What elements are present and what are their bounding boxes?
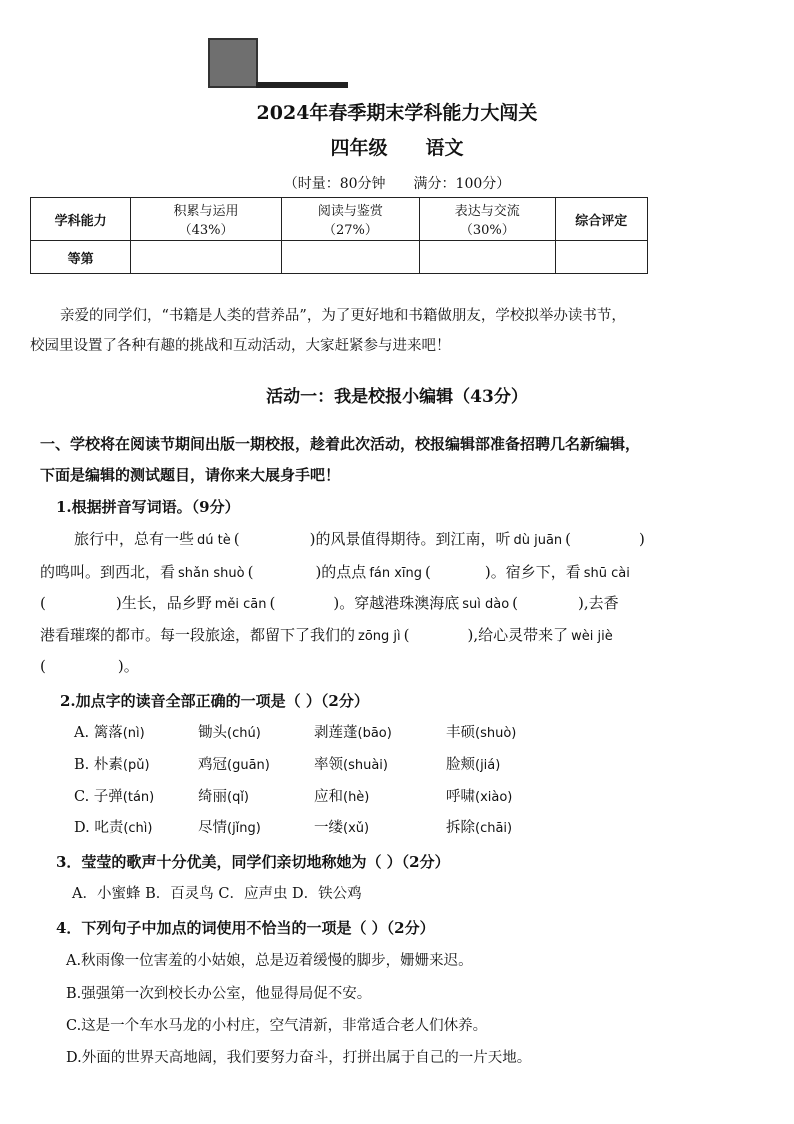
table-header-cell: 学科能力 (31, 198, 131, 241)
grade-subject (0, 133, 794, 160)
section-intro-line-1: 一、学校将在阅读节期间出版一期校报，趁着此次活动，校报编辑部准备招聘几名新编辑， (40, 435, 641, 453)
table-cell (281, 241, 419, 274)
question-4-option-b: B.强强第一次到校长办公室，他显得局促不安。 (66, 986, 372, 1002)
scan-bar (256, 82, 348, 88)
table-header-cell: 阅读与鉴赏 （27%） (281, 198, 419, 241)
exam-info (0, 173, 794, 193)
question-4-option-a: A.秋雨像一位害羞的小姑娘，总是迈着缓慢的脚步，姗姗来迟。 (66, 953, 473, 969)
exam-title: 2024年春季期末学科能力大闯关 (256, 102, 538, 124)
question-4-option-c: C.这是一个车水马龙的小村庄，空气清新，非常适合老人们休养。 (66, 1018, 488, 1034)
pronunciation-option: 尽情(jǐng) (198, 820, 261, 836)
section-intro-line-2: 下面是编辑的测试题目，请你来大展身手吧！ (40, 466, 341, 484)
pronunciation-option: A. 篱落(nì) (74, 725, 145, 741)
pronunciation-option: 拆除(chāi) (446, 820, 513, 836)
question-1-line-3: ( )生长，品乡野 měi cān ( )。穿越港珠澳海底 suì dào ( ),去香 (40, 594, 619, 612)
table-cell (420, 241, 555, 274)
table-row (31, 241, 648, 274)
question-3-options: A．小蜜蜂 B．百灵鸟 C．应声虫 D．铁公鸡 (72, 886, 362, 902)
pronunciation-option: 率领(shuài) (314, 757, 388, 773)
intro-line-2: 校园里设置了各种有趣的挑战和互动活动，大家赶紧参与进来吧！ (30, 338, 451, 354)
pronunciation-option: 鸡冠(guān) (198, 757, 270, 773)
question-4-option-d: D.外面的世界天高地阔，我们要努力奋斗，打拼出属于自己的一片天地。 (66, 1050, 532, 1066)
question-1-line-5: ( )。 (40, 657, 139, 675)
pinyin: shǎn shuò (178, 566, 245, 581)
pronunciation-option: 锄头(chú) (198, 725, 261, 741)
table-cell: 等第 (31, 241, 131, 274)
activity-title: 活动一：我是校报小编辑（43分） (266, 387, 528, 407)
pronunciation-option: 丰硕(shuò) (446, 725, 517, 741)
pinyin: zōng jì (358, 629, 401, 644)
table-header-cell: 综合评定 (555, 198, 647, 241)
pronunciation-option: 应和(hè) (314, 789, 370, 805)
pronunciation-option: B. 朴素(pǔ) (74, 757, 150, 773)
table-cell (555, 241, 647, 274)
pronunciation-option: 一缕(xǔ) (314, 820, 370, 836)
question-1-line-4: 港看璀璨的都市。每一段旅途，都留下了我们的 zōng jì ( ),给心灵带来了 wèi jiè (40, 626, 613, 644)
subject: 语文 (425, 137, 464, 159)
pinyin: měi cān (214, 597, 267, 612)
pronunciation-option: 绮丽(qǐ) (198, 789, 250, 805)
pronunciation-option: 脸颊(jiá) (446, 757, 501, 773)
table-row (31, 198, 648, 241)
pinyin: suì dào (462, 597, 510, 612)
pronunciation-option: C. 子弹(tán) (74, 789, 155, 805)
pinyin: fán xīng (369, 566, 423, 581)
pinyin: shū cài (583, 566, 630, 581)
question-4-title: 4．下列句子中加点的词使用不恰当的一项是（ ）（2分） (56, 919, 435, 937)
grade: 四年级 (330, 137, 388, 159)
question-3-title: 3．莹莹的歌声十分优美，同学们亲切地称她为（ ）（2分） (56, 853, 450, 871)
pinyin: wèi jiè (571, 629, 613, 644)
table-header-cell: 积累与运用 （43%） (131, 198, 281, 241)
exam-time: （时量：80分钟 (283, 176, 386, 192)
exam-score: 满分：100分） (413, 176, 511, 192)
score-table (30, 197, 648, 274)
question-1-line-1: 旅行中，总有一些 dú tè ( )的风景值得期待。到江南，听 dù juān ( ) (74, 530, 645, 548)
scan-mark (208, 38, 258, 88)
question-2-title: 2.加点字的读音全部正确的一项是（ ）（2分） (60, 692, 369, 710)
pinyin: dú tè (197, 533, 231, 548)
intro-line-1: 亲爱的同学们，“书籍是人类的营养品”，为了更好地和书籍做朋友，学校拟举办读书节， (60, 308, 626, 324)
question-1-title: 1.根据拼音写词语。（9分） (56, 498, 240, 516)
pronunciation-option: 呼啸(xiào) (446, 789, 513, 805)
pronunciation-option: 剥莲蓬(bāo) (314, 725, 392, 741)
table-header-cell: 表达与交流 （30%） (420, 198, 555, 241)
pinyin: dù juān (513, 533, 563, 548)
table-cell (131, 241, 281, 274)
pronunciation-option: D. 叱责(chì) (74, 820, 153, 836)
question-1-line-2: 的鸣叫。到西北，看 shǎn shuò ( )的点点 fán xīng ( )。宿乡下，看 shū cài (40, 563, 630, 581)
